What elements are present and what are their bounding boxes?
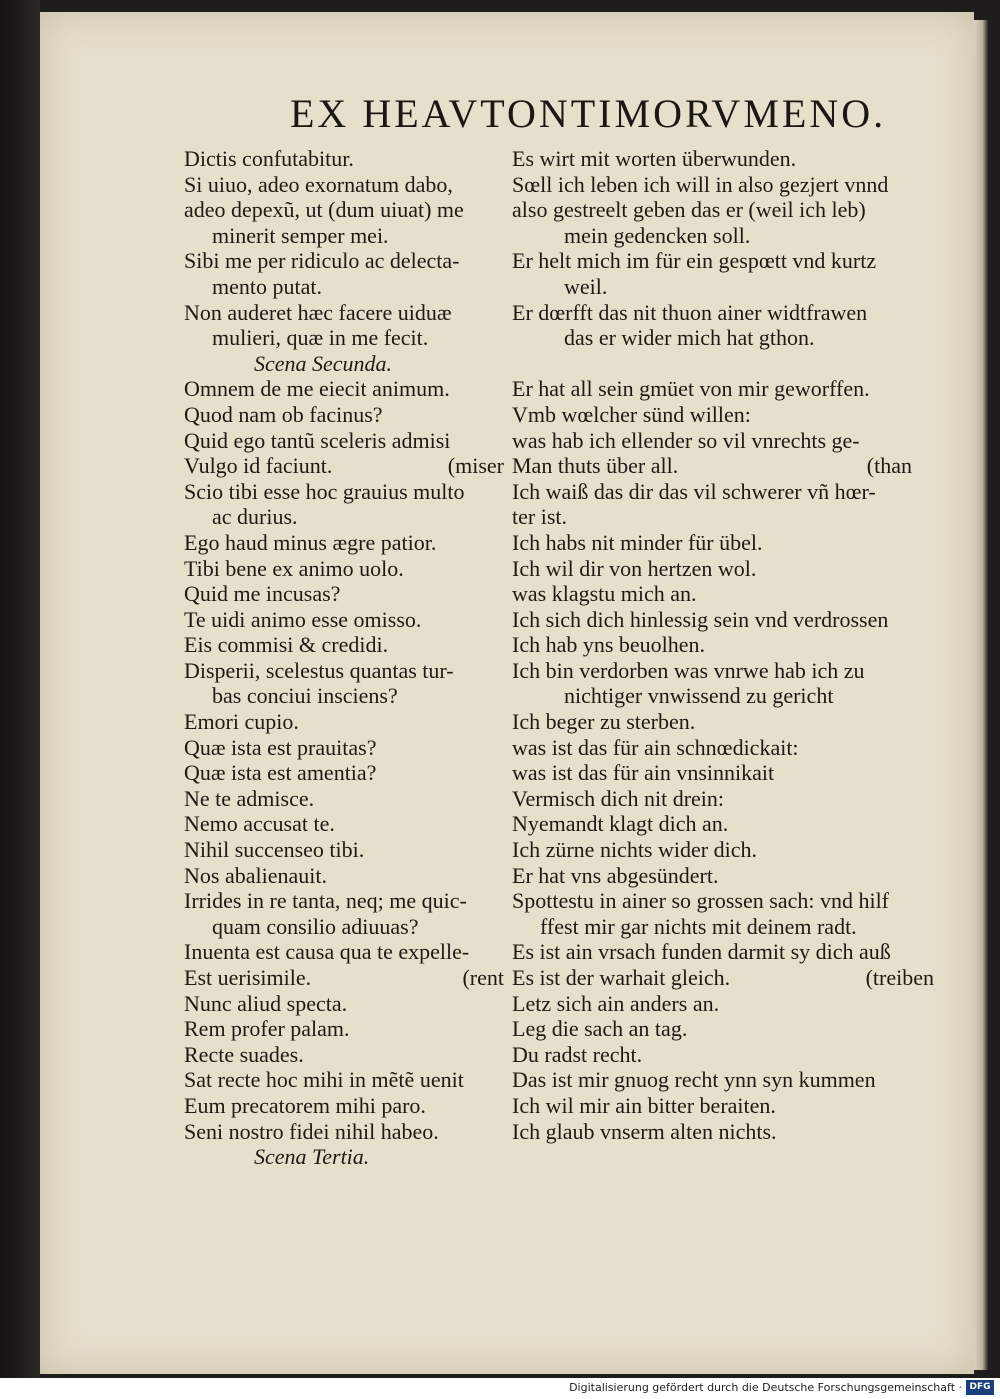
running-header: EX HEAVTONTIMORVMENO.	[290, 91, 887, 136]
german-line: Ich glaub vnserm alten nichts.	[512, 1118, 777, 1144]
latin-line: minerit semper mei.	[212, 222, 389, 248]
german-line: ffest mir gar nichts mit deinem radt.	[540, 913, 857, 939]
german-line: Vmb wœlcher sünd willen:	[512, 401, 751, 427]
latin-line: Omnem de me eiecit animum.	[184, 376, 450, 402]
german-line: Es ist ain vrsach funden darmit sy dich auß	[512, 939, 891, 965]
latin-line: Nos abalienauit.	[184, 862, 327, 888]
german-line: Ich waiß das dir das vil schwerer vñ hœr-	[512, 478, 876, 504]
german-line-text: Es ist der warhait gleich.	[512, 965, 731, 990]
latin-line: Inuenta est causa qua te expelle-	[184, 939, 470, 965]
german-line: Es wirt mit worten überwunden.	[512, 146, 797, 171]
carryover-note: (miser	[447, 453, 504, 479]
latin-line: Recte suades.	[184, 1041, 304, 1067]
german-line: Ich bin verdorben was vnrwe hab ich zu	[512, 657, 865, 683]
german-line: was ist das für ain schnœdickait:	[512, 734, 799, 760]
german-line: Ich habs nit minder für übel.	[512, 529, 763, 555]
german-line: was ist das für ain vnsinnikait	[512, 760, 775, 786]
german-line: Ich zürne nichts wider dich.	[512, 837, 757, 863]
german-line: Nyemandt klagt dich an.	[512, 811, 729, 837]
latin-line: Quæ ista est prauitas?	[184, 734, 377, 760]
german-line: Ich wil dir von hertzen wol.	[512, 555, 757, 581]
german-line: Er hat all sein gmüet von mir geworffen.	[512, 376, 870, 402]
funding-note: Digitalisierung gefördert durch die Deutsche Forschungsgemeinschaft ·	[569, 1381, 962, 1394]
latin-line: Quid ego tantũ sceleris admisi	[184, 427, 451, 453]
carryover-note: (treiben	[865, 965, 934, 990]
german-line: Leg die sach an tag.	[512, 1016, 688, 1042]
latin-line: Emori cupio.	[184, 709, 299, 735]
footer-bar	[0, 1378, 1000, 1399]
latin-line: Dictis confutabitur.	[184, 146, 354, 171]
latin-line: Quod nam ob facinus?	[184, 401, 383, 427]
german-line: Ich sich dich hinlessig sein vnd verdrossen	[512, 606, 889, 632]
latin-line: Eum precatorem mihi paro.	[184, 1092, 426, 1118]
latin-line: Irrides in re tanta, neq; me quic-	[184, 888, 467, 914]
german-spacer	[512, 351, 952, 377]
german-line: Er dœrfft das nit thuon ainer widtfrawen	[512, 299, 868, 325]
latin-line	[184, 965, 504, 991]
latin-line: Eis commisi & credidi.	[184, 632, 389, 658]
german-line: Letz sich ain anders an.	[512, 990, 720, 1016]
latin-line: mulieri, quæ in me fecit.	[212, 325, 429, 351]
latin-line: Tibi bene ex animo uolo.	[184, 555, 404, 581]
dfg-logo: DFG	[966, 1380, 994, 1395]
german-line: weil.	[564, 273, 608, 299]
latin-line: ac durius.	[212, 504, 298, 530]
german-line: nichtiger vnwissend zu gericht	[564, 683, 834, 709]
latin-line: Rem profer palam.	[184, 1016, 350, 1042]
latin-line: Ego haud minus ægre patior.	[184, 529, 437, 555]
latin-line	[184, 453, 504, 479]
german-line	[512, 965, 952, 991]
german-line: Sœll ich leben ich will in also gezjert vnnd	[512, 171, 889, 197]
german-line: mein gedencken soll.	[564, 222, 751, 248]
carryover-note: (rent	[462, 965, 504, 990]
latin-line: Quæ ista est amentia?	[184, 760, 377, 786]
latin-line: Seni nostro fidei nihil habeo.	[184, 1118, 439, 1144]
german-line: Er hat vns abgesündert.	[512, 862, 719, 888]
latin-line: quam consilio adiuuas?	[212, 913, 419, 939]
german-column	[512, 146, 952, 1144]
latin-line: Nunc aliud specta.	[184, 990, 348, 1016]
german-line: also gestreelt geben das er (weil ich leb)	[512, 197, 866, 223]
latin-line: Nihil succenseo tibi.	[184, 837, 365, 863]
german-line: Vermisch dich nit drein:	[512, 785, 725, 811]
latin-line: Quid me incusas?	[184, 581, 341, 607]
latin-line: Sat recte hoc mihi in mẽtẽ uenit	[184, 1067, 464, 1093]
scene-heading: Scena Secunda.	[254, 350, 393, 376]
german-line-text: Man thuts über all.	[512, 453, 679, 479]
latin-line-text: Est uerisimile.	[184, 965, 312, 990]
german-line: Ich wil mir ain bitter beraiten.	[512, 1092, 776, 1118]
latin-line: mento putat.	[212, 273, 322, 299]
latin-line: Sibi me per ridiculo ac delecta-	[184, 248, 460, 274]
german-line: Spottestu in ainer so grossen sach: vnd hilf	[512, 888, 890, 914]
german-line: Ich hab yns beuolhen.	[512, 632, 706, 658]
german-line	[512, 453, 952, 479]
latin-line: Te uidi animo esse omisso.	[184, 606, 422, 632]
scene-heading: Scena Tertia.	[254, 1144, 370, 1170]
latin-line: Disperii, scelestus quantas tur-	[184, 657, 454, 683]
german-line: was hab ich ellender so vil vnrechts ge-	[512, 427, 860, 453]
german-line: Er helt mich im für ein gespœtt vnd kurtz	[512, 248, 877, 274]
latin-line: bas conciui insciens?	[212, 683, 398, 709]
german-line: Das ist mir gnuog recht ynn syn kummen	[512, 1067, 876, 1093]
latin-line: Scio tibi esse hoc grauius multo	[184, 478, 465, 504]
latin-line: adeo depexũ, ut (dum uiuat) me	[184, 197, 464, 223]
german-line: das er wider mich hat gthon.	[564, 325, 815, 351]
carryover-note: (than	[866, 453, 912, 479]
german-line: ter ist.	[512, 504, 567, 530]
latin-line: Ne te admisce.	[184, 785, 315, 811]
german-line: Ich beger zu sterben.	[512, 709, 696, 735]
german-line: Du radst recht.	[512, 1041, 643, 1067]
latin-line: Si uiuo, adeo exornatum dabo,	[184, 171, 453, 197]
german-line: was klagstu mich an.	[512, 581, 697, 607]
latin-line: Nemo accusat te.	[184, 811, 335, 837]
latin-line-text: Vulgo id faciunt.	[184, 453, 333, 479]
book-binding-shadow	[0, 0, 40, 1399]
latin-column	[184, 146, 504, 1170]
latin-line: Non auderet hæc facere uiduæ	[184, 299, 452, 325]
page-edge	[974, 20, 988, 1370]
